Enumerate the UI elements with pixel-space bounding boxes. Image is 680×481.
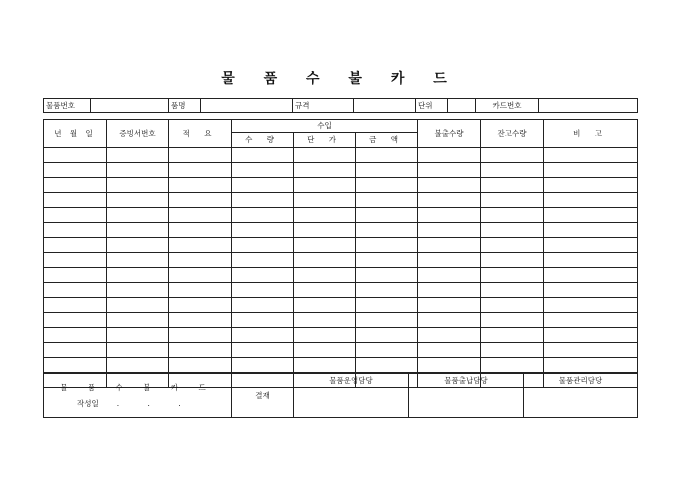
table-cell[interactable] [169, 313, 232, 328]
table-cell[interactable] [232, 193, 294, 208]
table-cell[interactable] [294, 238, 356, 253]
table-cell[interactable] [544, 268, 638, 283]
table-cell[interactable] [294, 358, 356, 373]
table-cell[interactable] [294, 253, 356, 268]
header-summary: 적 요 [169, 120, 232, 148]
footer-card-info [44, 374, 232, 418]
table-row [44, 253, 638, 268]
ledger-table [43, 119, 638, 388]
table-cell[interactable] [481, 208, 544, 223]
table-cell[interactable] [44, 193, 107, 208]
table-cell[interactable] [44, 208, 107, 223]
table-cell[interactable] [169, 238, 232, 253]
table-cell[interactable] [356, 208, 418, 223]
table-cell[interactable] [107, 328, 169, 343]
table-row [44, 238, 638, 253]
table-cell[interactable] [481, 238, 544, 253]
page-title: 물 품 수 불 카 드 [221, 71, 459, 87]
table-cell[interactable] [107, 208, 169, 223]
table-cell[interactable] [356, 223, 418, 238]
table-cell[interactable] [481, 283, 544, 298]
table-cell[interactable] [481, 193, 544, 208]
table-cell[interactable] [232, 148, 294, 163]
operation-signature-box[interactable] [294, 388, 409, 418]
table-cell[interactable] [418, 343, 481, 358]
table-cell[interactable] [544, 253, 638, 268]
table-cell[interactable] [107, 148, 169, 163]
table-cell[interactable] [294, 208, 356, 223]
table-cell[interactable] [294, 343, 356, 358]
table-cell[interactable] [169, 283, 232, 298]
approval-label: 결재 [232, 374, 294, 418]
table-cell[interactable] [169, 163, 232, 178]
table-cell[interactable] [232, 343, 294, 358]
table-cell[interactable] [44, 223, 107, 238]
header-receipt: 수입 [232, 120, 418, 133]
table-cell[interactable] [294, 178, 356, 193]
item-no-label: 물품번호 [44, 99, 91, 113]
table-cell[interactable] [356, 178, 418, 193]
table-cell[interactable] [544, 298, 638, 313]
table-cell[interactable] [418, 193, 481, 208]
table-cell[interactable] [544, 193, 638, 208]
table-cell[interactable] [232, 238, 294, 253]
table-cell[interactable] [294, 298, 356, 313]
header-unit-price: 단 가 [294, 133, 356, 148]
table-cell[interactable] [481, 163, 544, 178]
table-row [44, 358, 638, 373]
header-quantity: 수 량 [232, 133, 294, 148]
table-cell[interactable] [169, 298, 232, 313]
table-cell[interactable] [418, 253, 481, 268]
unit-label: 단위 [416, 99, 448, 113]
unit-field[interactable] [448, 99, 476, 113]
table-cell[interactable] [481, 343, 544, 358]
management-signature-box[interactable] [524, 388, 638, 418]
table-cell[interactable] [544, 328, 638, 343]
table-cell[interactable] [107, 163, 169, 178]
table-cell[interactable] [107, 343, 169, 358]
header-balance-qty: 잔고수량 [481, 120, 544, 148]
table-cell[interactable] [107, 238, 169, 253]
table-cell[interactable] [356, 148, 418, 163]
table-cell[interactable] [169, 148, 232, 163]
header-voucher-no: 증빙서번호 [107, 120, 169, 148]
header-amount: 금 액 [356, 133, 418, 148]
table-cell[interactable] [356, 268, 418, 283]
table-row [44, 178, 638, 193]
table-cell[interactable] [544, 283, 638, 298]
table-cell[interactable] [356, 298, 418, 313]
table-row [44, 328, 638, 343]
table-cell[interactable] [44, 163, 107, 178]
item-no-field[interactable] [91, 99, 169, 113]
table-row [44, 163, 638, 178]
table-cell[interactable] [44, 298, 107, 313]
table-cell[interactable] [481, 253, 544, 268]
table-cell[interactable] [418, 163, 481, 178]
table-cell[interactable] [481, 313, 544, 328]
table-cell[interactable] [169, 358, 232, 373]
header-date: 년 월 일 [44, 120, 107, 148]
table-cell[interactable] [418, 148, 481, 163]
table-cell[interactable] [232, 253, 294, 268]
table-cell[interactable] [356, 343, 418, 358]
table-cell[interactable] [481, 223, 544, 238]
spec-label: 규격 [293, 99, 354, 113]
table-cell[interactable] [356, 328, 418, 343]
table-cell[interactable] [44, 178, 107, 193]
table-cell[interactable] [169, 193, 232, 208]
table-cell[interactable] [44, 238, 107, 253]
written-date [44, 400, 231, 408]
card-no-label: 카드번호 [476, 99, 539, 113]
table-cell[interactable] [544, 178, 638, 193]
operation-officer-label: 물품운영담당 [294, 374, 409, 388]
table-cell[interactable] [481, 328, 544, 343]
table-row [44, 268, 638, 283]
table-cell[interactable] [418, 238, 481, 253]
table-cell[interactable] [356, 163, 418, 178]
table-row [44, 208, 638, 223]
card-no-field[interactable] [539, 99, 638, 113]
table-cell[interactable] [544, 208, 638, 223]
table-cell[interactable] [44, 343, 107, 358]
table-cell[interactable] [544, 223, 638, 238]
table-cell[interactable] [169, 223, 232, 238]
table-cell[interactable] [169, 343, 232, 358]
table-cell[interactable] [544, 313, 638, 328]
table-cell[interactable] [356, 253, 418, 268]
written-date-label: 작성일 [77, 398, 99, 408]
table-cell[interactable] [294, 313, 356, 328]
table-cell[interactable] [294, 328, 356, 343]
table-cell[interactable] [418, 313, 481, 328]
table-cell[interactable] [481, 178, 544, 193]
table-cell[interactable] [169, 178, 232, 193]
table-cell[interactable] [356, 283, 418, 298]
table-row [44, 313, 638, 328]
table-row [44, 148, 638, 163]
table-row [44, 223, 638, 238]
table-cell[interactable] [356, 238, 418, 253]
table-cell[interactable] [356, 358, 418, 373]
table-cell[interactable] [356, 313, 418, 328]
table-cell[interactable] [107, 283, 169, 298]
table-cell[interactable] [418, 208, 481, 223]
table-cell[interactable] [44, 268, 107, 283]
table-cell[interactable] [107, 223, 169, 238]
table-cell[interactable] [44, 253, 107, 268]
table-cell[interactable] [418, 358, 481, 373]
table-cell[interactable] [232, 208, 294, 223]
written-date-dots: . . . [116, 398, 183, 408]
table-cell[interactable] [294, 268, 356, 283]
table-cell[interactable] [107, 178, 169, 193]
table-cell[interactable] [44, 358, 107, 373]
table-cell[interactable] [232, 223, 294, 238]
table-cell[interactable] [481, 148, 544, 163]
table-cell[interactable] [107, 298, 169, 313]
footer-card-title: 물 품 수 불 카 드 [60, 383, 215, 392]
table-cell[interactable] [107, 313, 169, 328]
table-cell[interactable] [418, 223, 481, 238]
table-cell[interactable] [232, 283, 294, 298]
table-cell[interactable] [107, 253, 169, 268]
table-cell[interactable] [232, 178, 294, 193]
delivery-signature-box[interactable] [409, 388, 524, 418]
table-cell[interactable] [294, 148, 356, 163]
table-cell[interactable] [294, 223, 356, 238]
table-cell[interactable] [44, 148, 107, 163]
header-issue-qty: 불출수량 [418, 120, 481, 148]
info-table [43, 98, 638, 113]
item-name-field[interactable] [201, 99, 293, 113]
table-cell[interactable] [169, 268, 232, 283]
table-cell[interactable] [481, 298, 544, 313]
table-cell[interactable] [544, 238, 638, 253]
table-cell[interactable] [232, 298, 294, 313]
table-cell[interactable] [418, 178, 481, 193]
table-cell[interactable] [544, 163, 638, 178]
table-cell[interactable] [481, 358, 544, 373]
table-cell[interactable] [544, 358, 638, 373]
table-row [44, 283, 638, 298]
table-cell[interactable] [418, 328, 481, 343]
table-cell[interactable] [169, 208, 232, 223]
table-cell[interactable] [44, 328, 107, 343]
table-cell[interactable] [169, 328, 232, 343]
table-cell[interactable] [107, 358, 169, 373]
approval-footer [43, 373, 638, 418]
item-name-label: 품명 [169, 99, 201, 113]
table-cell[interactable] [107, 268, 169, 283]
table-cell[interactable] [107, 193, 169, 208]
table-cell[interactable] [232, 268, 294, 283]
table-cell[interactable] [232, 163, 294, 178]
spec-field[interactable] [354, 99, 416, 113]
table-cell[interactable] [418, 268, 481, 283]
table-cell[interactable] [169, 253, 232, 268]
table-cell[interactable] [44, 283, 107, 298]
header-remarks: 비 고 [544, 120, 638, 148]
table-cell[interactable] [44, 313, 107, 328]
table-row [44, 298, 638, 313]
management-officer-label: 물품관리담당 [524, 374, 638, 388]
table-cell[interactable] [294, 163, 356, 178]
delivery-officer-label: 물품출납담당 [409, 374, 524, 388]
table-cell[interactable] [544, 343, 638, 358]
table-row [44, 193, 638, 208]
table-cell[interactable] [232, 313, 294, 328]
table-cell[interactable] [356, 193, 418, 208]
table-row [44, 343, 638, 358]
table-cell[interactable] [294, 283, 356, 298]
table-cell[interactable] [544, 148, 638, 163]
table-cell[interactable] [232, 328, 294, 343]
table-cell[interactable] [232, 358, 294, 373]
table-cell[interactable] [294, 193, 356, 208]
table-cell[interactable] [418, 283, 481, 298]
table-cell[interactable] [418, 298, 481, 313]
table-cell[interactable] [481, 268, 544, 283]
